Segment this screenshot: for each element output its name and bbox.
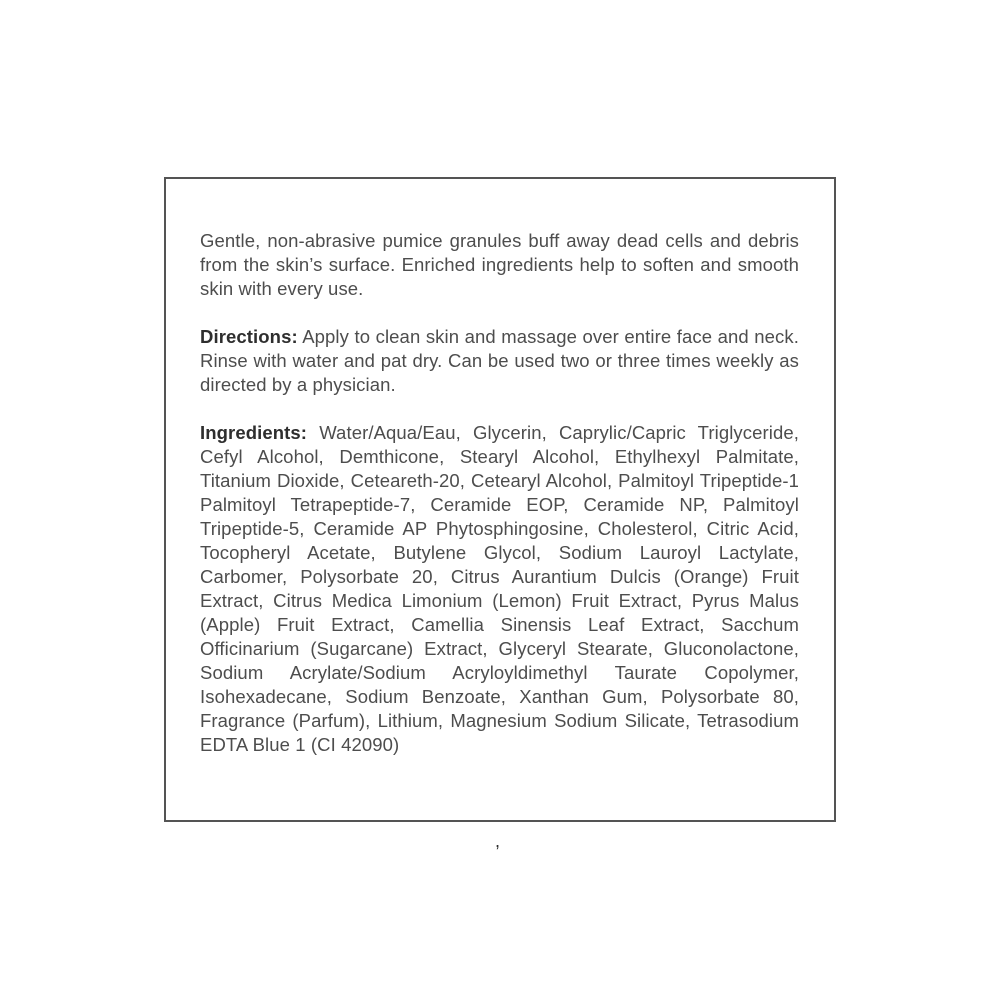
stray-comma-mark: , [495, 831, 501, 851]
label-border-box [164, 177, 836, 822]
directions-paragraph [200, 325, 799, 397]
ingredients-paragraph [200, 421, 799, 757]
label-text-block [200, 229, 799, 781]
directions-text: Apply to clean skin and massage over entire face and neck. Rinse with water and pat dry. Can be used two or three times weekly as directed by a physician. [200, 326, 799, 395]
description-text: Gentle, non-abrasive pumice granules buff away dead cells and debris from the skin’s surface. Enriched ingredients help to soften and smooth skin with every use. [200, 230, 799, 299]
description-paragraph [200, 229, 799, 301]
ingredients-text: Water/Aqua/Eau, Glycerin, Caprylic/Capric Triglyceride, Cefyl Alcohol, Demthicone, Stearyl Alcohol, Ethylhexyl Palmitate, Titanium Dioxide, Ceteareth-20, Cetearyl Alcohol, Palmitoyl Tripeptide-1 Palmitoyl Tetrapeptide-7, Ceramide EOP, Ceramide NP, Palmitoyl Tripeptide-5, Ceramide AP Phytosphingosine, Cholesterol, Citric Acid, Tocopheryl Acetate, Butylene Glycol, Sodium Lauroyl Lactylate, Carbomer, Polysorbate 20, Citrus Aurantium Dulcis (Orange) Fruit Extract, Citrus Medica Limonium (Lemon) Fruit Extract, Pyrus Malus (Apple) Fruit Extract, Camellia Sinensis Leaf Extract, Sacchum Officinarium (Sugarcane) Extract, Glyceryl Stearate, Gluconolactone, Sodium Acrylate/Sodium Acryloyldimethyl Taurate Copolymer, Isohexadecane, Sodium Benzoate, Xanthan Gum, Polysorbate 80, Fragrance (Parfum), Lithium, Magnesium Sodium Silicate, Tetrasodium EDTA Blue 1 (CI 42090) [200, 422, 800, 755]
ingredients-heading: Ingredients: [200, 422, 308, 443]
directions-heading: Directions: [200, 326, 298, 347]
